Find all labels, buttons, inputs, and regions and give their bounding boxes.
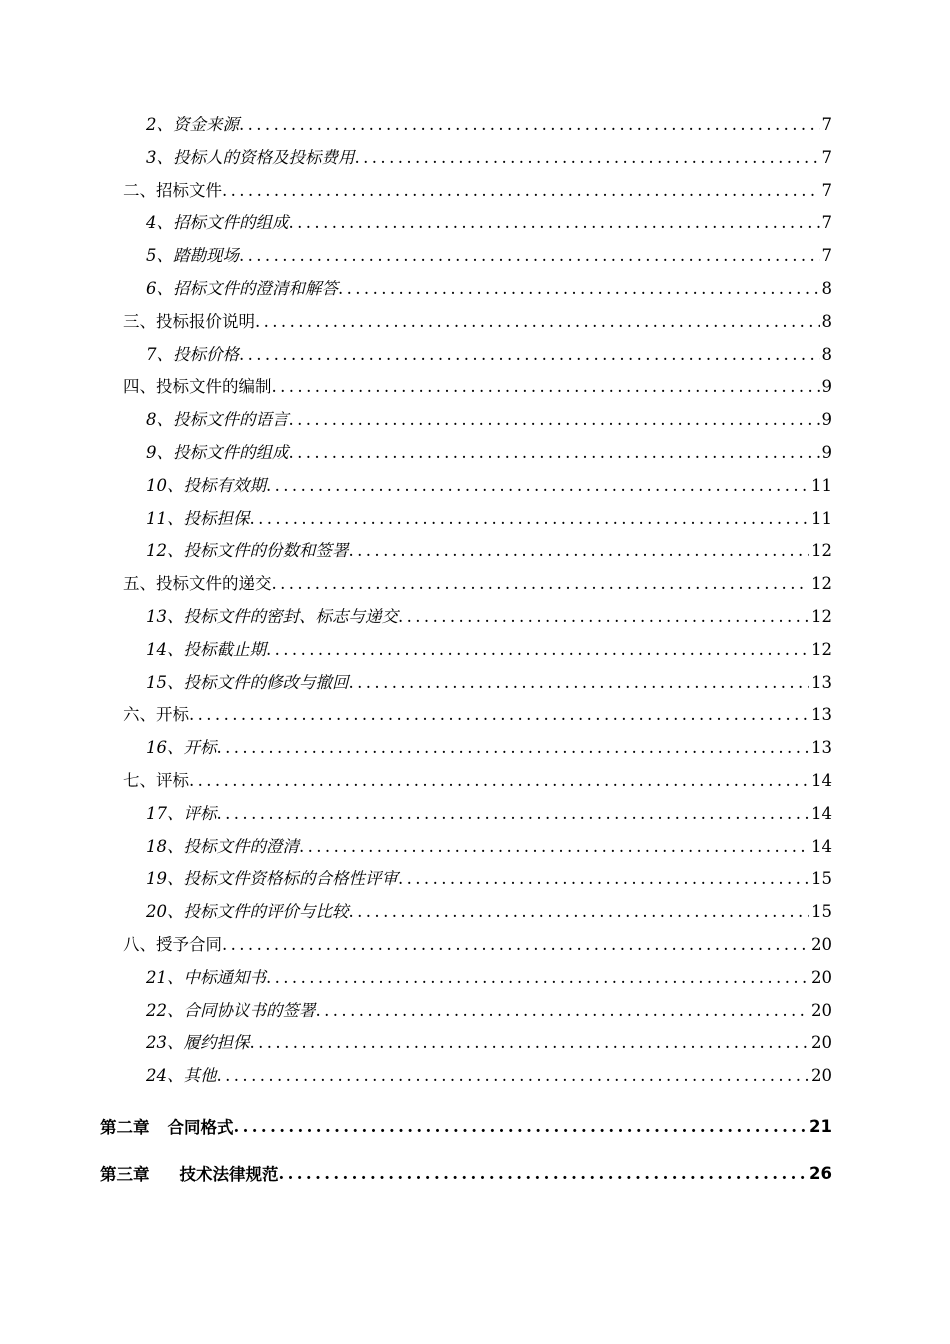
toc-entry-title: 13、投标文件的密封、标志与递交 bbox=[146, 606, 398, 626]
toc-entry-title: 16、开标 bbox=[146, 738, 217, 758]
toc-subsection-entry[interactable] bbox=[0, 997, 832, 1030]
toc-section-entry[interactable] bbox=[0, 308, 832, 341]
toc-chapter-entry[interactable] bbox=[0, 1103, 832, 1150]
toc-dot-leader bbox=[189, 771, 809, 790]
toc-page-number: 12 bbox=[811, 639, 832, 659]
toc-entry-title: 22、合同协议书的签署 bbox=[146, 1000, 316, 1020]
toc-entry-title: 23、履约担保 bbox=[146, 1033, 250, 1053]
toc-entry-title: 四、投标文件的编制 bbox=[123, 377, 272, 397]
toc-page-number: 12 bbox=[811, 606, 832, 626]
toc-entry-title: 六、开标 bbox=[123, 705, 189, 725]
toc-dot-leader bbox=[222, 181, 820, 200]
toc-entry-title: 18、投标文件的澄清 bbox=[146, 836, 299, 856]
toc-entry-title: 7、投标价格 bbox=[146, 344, 239, 364]
toc-dot-leader bbox=[289, 443, 820, 462]
toc-subsection-entry[interactable] bbox=[0, 1062, 832, 1095]
toc-page-number: 8 bbox=[821, 278, 832, 298]
toc-dot-leader bbox=[299, 837, 809, 856]
toc-entry-title: 5、踏勘现场 bbox=[146, 246, 239, 266]
toc-page-number: 12 bbox=[811, 541, 832, 561]
toc-entry-title: 五、投标文件的递交 bbox=[123, 574, 272, 594]
toc-page-number: 13 bbox=[811, 672, 832, 692]
toc-subsection-entry[interactable] bbox=[0, 833, 832, 866]
toc-subsection-entry[interactable] bbox=[0, 603, 832, 636]
toc-page-number: 8 bbox=[821, 344, 832, 364]
toc-dot-leader bbox=[266, 640, 809, 659]
toc-dot-leader bbox=[338, 279, 820, 298]
toc-dot-leader bbox=[239, 246, 820, 265]
table-of-contents bbox=[0, 111, 950, 1197]
toc-page-number: 7 bbox=[821, 180, 832, 200]
toc-dot-leader bbox=[250, 509, 810, 528]
toc-subsection-entry[interactable] bbox=[0, 242, 832, 275]
toc-subsection-entry[interactable] bbox=[0, 439, 832, 472]
toc-page-number: 15 bbox=[811, 902, 832, 922]
toc-entry-title: 三、投标报价说明 bbox=[123, 311, 255, 331]
toc-subsection-entry[interactable] bbox=[0, 144, 832, 177]
toc-entry-title: 19、投标文件资格标的合格性评审 bbox=[146, 869, 398, 889]
toc-chapter-label: 第二章 bbox=[100, 1118, 150, 1138]
toc-dot-leader bbox=[222, 935, 809, 954]
toc-subsection-entry[interactable] bbox=[0, 1029, 832, 1062]
toc-section-entry[interactable] bbox=[0, 701, 832, 734]
toc-page-number: 11 bbox=[811, 475, 832, 495]
toc-section-entry[interactable] bbox=[0, 931, 832, 964]
toc-dot-leader bbox=[349, 673, 810, 692]
toc-dot-leader bbox=[349, 902, 810, 921]
toc-page-number: 9 bbox=[821, 377, 832, 397]
toc-subsection-entry[interactable] bbox=[0, 275, 832, 308]
toc-section-entry[interactable] bbox=[0, 373, 832, 406]
toc-section-entry[interactable] bbox=[0, 177, 832, 210]
toc-subsection-entry[interactable] bbox=[0, 865, 832, 898]
toc-entry-title: 21、中标通知书 bbox=[146, 967, 266, 987]
toc-page-number: 20 bbox=[811, 934, 832, 954]
toc-page-number: 20 bbox=[811, 1066, 832, 1086]
toc-entry-title: 2、资金来源 bbox=[146, 115, 239, 134]
toc-subsection-entry[interactable] bbox=[0, 636, 832, 669]
toc-page-number: 21 bbox=[809, 1116, 832, 1136]
toc-chapter-label: 第三章 bbox=[100, 1165, 150, 1185]
toc-page-number: 20 bbox=[811, 1033, 832, 1053]
toc-entry-list bbox=[0, 111, 832, 1197]
toc-dot-leader bbox=[289, 410, 820, 429]
toc-section-entry[interactable] bbox=[0, 767, 832, 800]
toc-entry-title: 15、投标文件的修改与撤回 bbox=[146, 672, 349, 692]
toc-page-number: 20 bbox=[811, 1000, 832, 1020]
toc-entry-title: 二、招标文件 bbox=[123, 180, 222, 200]
toc-subsection-entry[interactable] bbox=[0, 341, 832, 374]
toc-chapter-name: 技术法律规范 bbox=[179, 1165, 279, 1185]
toc-subsection-entry[interactable] bbox=[0, 209, 832, 242]
toc-entry-title: 七、评标 bbox=[123, 770, 189, 790]
toc-subsection-entry[interactable] bbox=[0, 898, 832, 931]
toc-subsection-entry[interactable] bbox=[0, 800, 832, 833]
toc-page-number: 9 bbox=[821, 410, 832, 430]
toc-page-number: 7 bbox=[821, 147, 832, 167]
toc-dot-leader bbox=[289, 213, 820, 232]
toc-subsection-entry[interactable] bbox=[0, 537, 832, 570]
toc-dot-leader bbox=[266, 476, 809, 495]
toc-dot-leader bbox=[398, 607, 809, 626]
toc-entry-title: 八、授予合同 bbox=[123, 934, 222, 954]
toc-dot-leader bbox=[279, 1164, 808, 1183]
toc-page-number: 14 bbox=[811, 836, 832, 856]
toc-entry-title: 20、投标文件的评价与比较 bbox=[146, 902, 349, 922]
toc-chapter-title bbox=[100, 1161, 279, 1185]
toc-dot-leader bbox=[239, 345, 820, 364]
toc-entry-title: 12、投标文件的份数和签署 bbox=[146, 541, 349, 561]
toc-subsection-entry[interactable] bbox=[0, 111, 832, 144]
toc-page-number: 8 bbox=[821, 311, 832, 331]
toc-page-number: 13 bbox=[811, 705, 832, 725]
toc-chapter-title bbox=[100, 1114, 234, 1138]
toc-subsection-entry[interactable] bbox=[0, 472, 832, 505]
toc-page-number: 20 bbox=[811, 967, 832, 987]
toc-page-number: 13 bbox=[811, 738, 832, 758]
toc-entry-title: 9、投标文件的组成 bbox=[146, 442, 289, 462]
toc-entry-title: 8、投标文件的语言 bbox=[146, 410, 289, 430]
toc-page-number: 9 bbox=[821, 442, 832, 462]
toc-subsection-entry[interactable] bbox=[0, 734, 832, 767]
toc-page-number: 14 bbox=[811, 803, 832, 823]
toc-entry-title: 11、投标担保 bbox=[146, 508, 250, 528]
toc-dot-leader bbox=[272, 574, 810, 593]
toc-section-entry[interactable] bbox=[0, 570, 832, 603]
toc-dot-leader bbox=[234, 1117, 808, 1136]
toc-dot-leader bbox=[217, 738, 810, 757]
toc-page-number: 15 bbox=[811, 869, 832, 889]
toc-entry-title: 6、招标文件的澄清和解答 bbox=[146, 278, 338, 298]
toc-page-number: 7 bbox=[821, 246, 832, 266]
toc-chapter-entry[interactable] bbox=[0, 1150, 832, 1197]
toc-dot-leader bbox=[266, 968, 809, 987]
toc-dot-leader bbox=[355, 148, 820, 167]
toc-page-number: 7 bbox=[821, 115, 832, 134]
toc-dot-leader bbox=[272, 377, 820, 396]
toc-subsection-entry[interactable] bbox=[0, 505, 832, 538]
toc-entry-title: 3、投标人的资格及投标费用 bbox=[146, 147, 355, 167]
toc-dot-leader bbox=[217, 804, 810, 823]
toc-page-number: 14 bbox=[811, 770, 832, 790]
toc-page-number: 26 bbox=[809, 1163, 832, 1183]
toc-dot-leader bbox=[250, 1033, 810, 1052]
toc-dot-leader bbox=[255, 312, 820, 331]
toc-dot-leader bbox=[239, 115, 820, 134]
toc-entry-title: 10、投标有效期 bbox=[146, 475, 266, 495]
toc-dot-leader bbox=[189, 705, 809, 724]
toc-dot-leader bbox=[398, 869, 809, 888]
toc-entry-title: 14、投标截止期 bbox=[146, 639, 266, 659]
toc-chapter-name: 合同格式 bbox=[167, 1118, 234, 1138]
toc-dot-leader bbox=[316, 1001, 810, 1020]
toc-entry-title: 4、招标文件的组成 bbox=[146, 213, 289, 233]
toc-dot-leader bbox=[349, 541, 810, 560]
toc-page-number: 7 bbox=[821, 213, 832, 233]
toc-entry-title: 17、评标 bbox=[146, 803, 217, 823]
toc-page-number: 11 bbox=[811, 508, 832, 528]
toc-entry-title: 24、其他 bbox=[146, 1066, 217, 1086]
toc-subsection-entry[interactable] bbox=[0, 406, 832, 439]
toc-subsection-entry[interactable] bbox=[0, 669, 832, 702]
toc-page-number: 12 bbox=[811, 574, 832, 594]
toc-dot-leader bbox=[217, 1066, 810, 1085]
toc-subsection-entry[interactable] bbox=[0, 964, 832, 997]
